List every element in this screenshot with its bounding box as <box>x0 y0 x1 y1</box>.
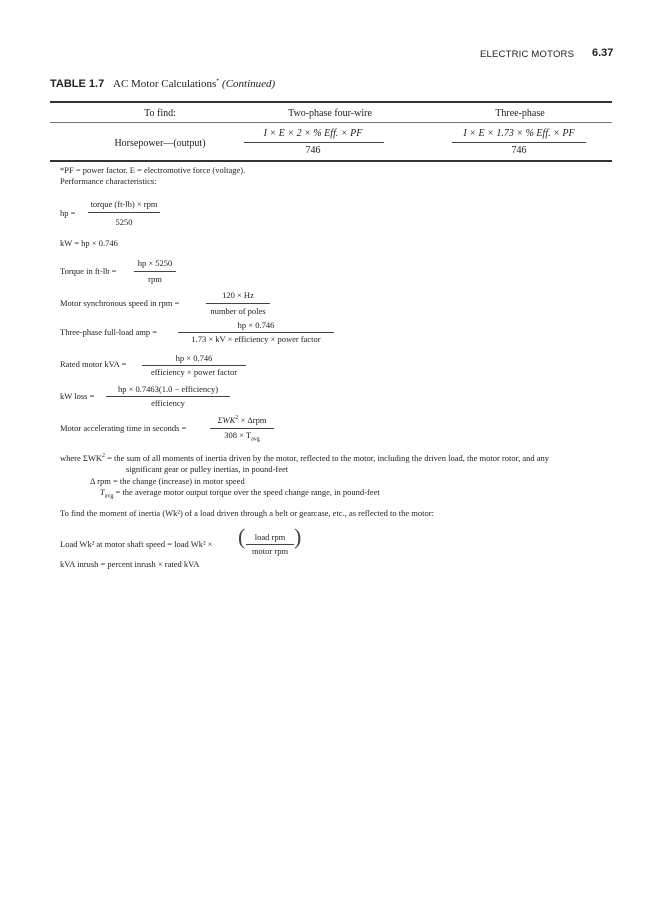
load-wk2-left-paren: ( <box>238 524 246 549</box>
where-line-1 <box>60 453 620 463</box>
kw-formula: kW = hp × 0.746 <box>60 238 118 248</box>
kw-loss-lhs: kW loss = <box>60 391 95 401</box>
hp-numerator: torque (ft-lb) × rpm <box>90 199 158 209</box>
accel-numerator-sup: 2 <box>235 415 239 422</box>
accel-lhs: Motor accelerating time in seconds = <box>60 423 187 433</box>
two-phase-denominator: 746 <box>305 145 321 156</box>
hp-denominator: 5250 <box>115 217 133 227</box>
col-header-two-phase: Two-phase four-wire <box>288 108 372 119</box>
table-bottom-rule <box>50 160 612 162</box>
torque-numerator: hp × 5250 <box>137 258 173 268</box>
kw-loss-fraction-bar <box>106 396 230 397</box>
table-label: TABLE 1.7 <box>50 78 105 90</box>
where-lead-sup: 2 <box>102 453 105 460</box>
fla-numerator: hp × 0.746 <box>237 320 275 330</box>
two-phase-numerator-text: I × E × 2 × % Eff. × PF <box>263 128 363 139</box>
kva-lhs: Rated motor kVA = <box>60 359 127 369</box>
where-line-3: Δ rpm = the change (increase) in motor speed <box>90 476 245 486</box>
accel-denominator <box>210 430 274 443</box>
table-top-rule <box>50 101 612 103</box>
three-phase-fraction-bar <box>452 142 586 143</box>
accel-numerator <box>210 415 274 425</box>
load-wk2-numerator: load rpm <box>254 532 286 542</box>
where-line-4-t: T <box>100 487 105 497</box>
col-header-to-find: To find: <box>144 108 176 119</box>
sync-speed-numerator: 120 × Hz <box>222 290 254 300</box>
kw-loss-numerator: hp × 0.7463(1.0 − efficiency) <box>117 384 219 394</box>
table-title-text: AC Motor Calculations <box>113 78 217 90</box>
table-title-mark: * <box>216 78 220 85</box>
sync-speed-lhs: Motor synchronous speed in rpm = <box>60 298 180 308</box>
accel-fraction-bar <box>210 428 274 429</box>
row-horsepower-label: Horsepower—(output) <box>114 138 206 149</box>
sync-speed-fraction-bar <box>206 303 270 304</box>
torque-denominator: rpm <box>148 274 162 284</box>
performance-heading: Performance characteristics: <box>60 176 157 186</box>
kw-loss-denominator: efficiency <box>151 398 185 408</box>
inertia-note: To find the moment of inertia (Wk²) of a load driven through a belt or gearcase, etc., as reflected to the motor: <box>60 508 434 518</box>
load-wk2-fraction-bar <box>246 544 294 545</box>
page-number: 6.37 <box>592 47 614 59</box>
where-line-4 <box>100 487 380 500</box>
hp-fraction-bar <box>88 212 160 213</box>
kva-fraction-bar <box>142 365 246 366</box>
three-phase-numerator-text: I × E × 1.73 × % Eff. × PF <box>463 128 575 139</box>
accel-denominator-sub: avg <box>251 436 260 443</box>
fla-fraction-bar <box>178 332 334 333</box>
where-line-2: significant gear or pulley inertias, in pound-feet <box>126 464 289 474</box>
hp-lhs: hp = <box>60 208 76 218</box>
kva-inrush-formula: kVA inrush = percent inrush × rated kVA <box>60 559 200 569</box>
two-phase-fraction-bar <box>244 142 384 143</box>
kva-numerator: hp × 0.746 <box>175 353 213 363</box>
fla-denominator: 1.73 × kV × efficiency × power factor <box>191 334 321 344</box>
fla-lhs: Three-phase full-load amp = <box>60 327 158 337</box>
accel-numerator-a: ΣWK <box>217 415 236 425</box>
torque-fraction-bar <box>134 271 176 272</box>
accel-denominator-a: 308 × T <box>224 430 252 440</box>
where-line-4-sub: avg <box>104 493 114 500</box>
where-lead: where ΣWK <box>60 453 102 463</box>
torque-lhs: Torque in ft-lb = <box>60 266 117 276</box>
sync-speed-denominator: number of poles <box>210 306 266 316</box>
three-phase-numerator <box>444 128 594 139</box>
load-wk2-denominator: motor rpm <box>251 546 289 556</box>
table-continued: (Continued) <box>222 78 276 90</box>
running-header-section: ELECTRIC MOTORS <box>480 49 575 60</box>
two-phase-numerator <box>238 128 388 139</box>
table-footnote: *PF = power factor. E = electromotive force (voltage). <box>60 165 246 175</box>
three-phase-denominator: 746 <box>511 145 527 156</box>
load-wk2-lhs: Load Wk² at motor shaft speed = load Wk² × <box>60 539 213 549</box>
col-header-three-phase: Three-phase <box>495 108 545 119</box>
load-wk2-right-paren: ) <box>294 524 302 549</box>
kva-denominator: efficiency × power factor <box>150 367 238 377</box>
table-header-rule <box>50 122 612 123</box>
accel-numerator-b: × Δrpm <box>238 415 267 425</box>
where-line-1-text: = the sum of all moments of inertia driven by the motor, reflected to the motor, including the driven load, the motor rotor, and any <box>105 453 550 463</box>
table-title <box>113 78 275 90</box>
where-line-4-text: = the average motor output torque over the speed change range, in pound-feet <box>113 487 380 497</box>
